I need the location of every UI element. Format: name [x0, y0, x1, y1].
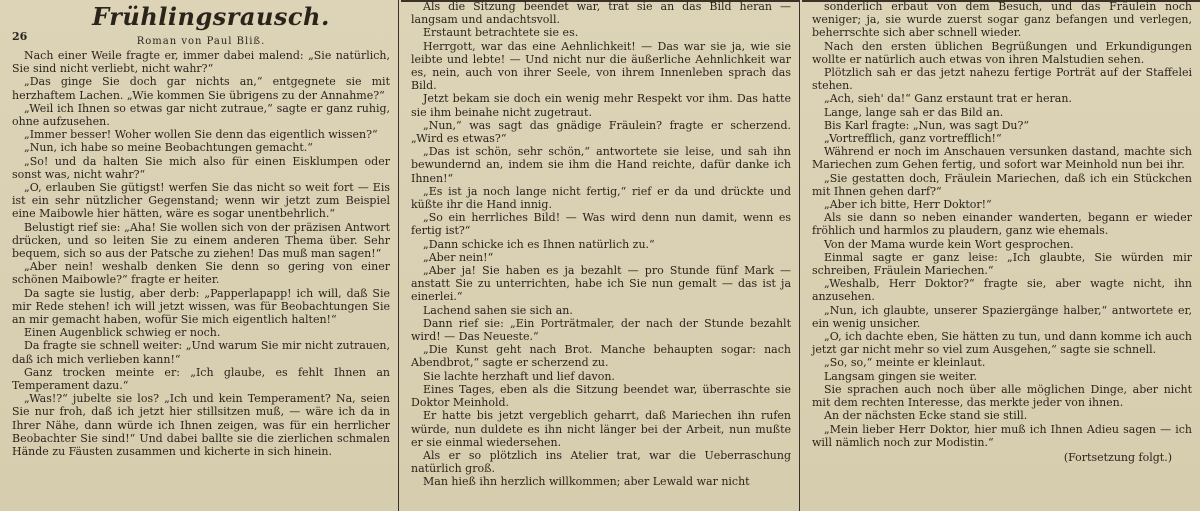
column-3-text	[812, 0, 1192, 449]
continuation-note: (Fortsetzung folgt.)	[1063, 450, 1172, 464]
paragraph: Dann rief sie: „Ein Porträtmaler, der nach der Stunde bezahlt wird! — Das Neueste.“	[411, 316, 791, 344]
column-2	[401, 0, 797, 511]
paragraph: Sie lachte herzhaft und lief davon.	[423, 369, 615, 383]
paragraph: „Sie gestatten doch, Fräulein Mariechen, daß ich ein Stückchen mit Ihnen gehen darf?“	[812, 171, 1192, 198]
paragraph: Herrgott, war das eine Aehnlichkeit! — Das war sie ja, wie sie leibte und lebte! — Und nicht nur die äußerliche Aehnlichkeit war es, nein, auch von ihrer Seele, von ihrem Innenleben sprach das Bild.	[411, 39, 791, 93]
paragraph: Bis Karl fragte: „Nun, was sagt Du?“	[824, 118, 1030, 132]
paragraph: Nach den ersten üblichen Begrüßungen und Erkundigungen wollte er natürlich auch etwas von ihren Malstudien sehen.	[812, 39, 1192, 66]
paragraph: „Was!?“ jubelte sie los? „Ich und kein Temperament? Na, seien Sie nur froh, daß ich jetzt hier stillsitzen muß, — wäre ich da in Ihrer Nähe, dann würde ich Ihnen zeigen, was für ein herrlicher Beobachter Sie sind!“ Und dabei ballte sie die zierlichen schmalen Hände zu Fäusten zusammen und kicherte in sich hinein.	[12, 392, 390, 459]
paragraph: Als er so plötzlich ins Atelier trat, war die Ueberraschung natürlich groß.	[411, 448, 791, 476]
paragraph: Nach einer Weile fragte er, immer dabei malend: „Sie natürlich, Sie sind nicht verliebt, nicht wahr?“	[12, 49, 390, 76]
paragraph: „Aber ich bitte, Herr Doktor!“	[824, 198, 992, 212]
paragraph: Von der Mama wurde kein Wort gesprochen.	[824, 237, 1074, 251]
paragraph: „Ach, sieh' da!“ Ganz erstaunt trat er heran.	[824, 92, 1072, 106]
paragraph: „So, so,“ meinte er kleinlaut.	[824, 356, 986, 370]
paragraph: Da fragte sie schnell weiter: „Und warum Sie mir nicht zutrauen, daß ich mich verlieben kann!“	[12, 339, 390, 366]
paragraph: „Aber nein!“	[423, 250, 494, 264]
paragraph: „Nun,“ was sagt das gnädige Fräulein? fragte er scherzend. „Wird es etwas?“	[411, 118, 791, 146]
column-1	[0, 0, 396, 511]
paragraph: Jetzt bekam sie doch ein wenig mehr Respekt vor ihm. Das hatte sie ihm beinahe nicht zugetraut.	[411, 92, 791, 119]
page-number: 26	[12, 30, 28, 43]
paragraph: Er hatte bis jetzt vergeblich geharrt, daß Mariechen ihn rufen würde, nun duldete es ihn nicht länger bei der Arbeit, nun mußte er sie einmal wiedersehen.	[411, 409, 791, 449]
paragraph: „Immer besser! Woher wollen Sie denn das eigentlich wissen?“	[24, 128, 378, 142]
paragraph: „Weshalb, Herr Doktor?“ fragte sie, aber wagte nicht, ihn anzusehen.	[812, 277, 1192, 304]
paragraph: Ganz trocken meinte er: „Ich glaube, es fehlt Ihnen an Temperament dazu.“	[12, 365, 390, 393]
paragraph: „Aber nein! weshalb denken Sie denn so gering von einer schönen Maibowle?“ fragte er heiter.	[12, 260, 390, 287]
paragraph: An der nächsten Ecke stand sie still.	[824, 409, 1028, 423]
paragraph: „Aber ja! Sie haben es ja bezahlt — pro Stunde fünf Mark — anstatt Sie zu unterrichten, habe ich Sie nun gemalt — das ist ja einerlei.“	[411, 264, 791, 304]
paragraph: „Nun, ich habe so meine Beobachtungen gemacht.“	[24, 141, 313, 155]
paragraph: Sie sprachen auch noch über alle möglichen Dinge, aber nicht mit dem rechten Interesse, das merkte jeder von ihnen.	[812, 382, 1192, 410]
paragraph: Erstaunt betrachtete sie es.	[423, 26, 579, 40]
paragraph: Man hieß ihn herzlich willkommen; aber Lewald war nicht	[423, 475, 750, 489]
paragraph: „Dann schicke ich es Ihnen natürlich zu.“	[423, 237, 655, 251]
paragraph: Langsam gingen sie weiter.	[824, 369, 977, 383]
paragraph: „O, erlauben Sie gütigst! werfen Sie das nicht so weit fort — Eis ist ein sehr nützlicher Gegenstand; wenn wir jetzt zum Beispiel eine Maibowle hier hätten, wäre es sogar unentbehrlich.“	[12, 181, 390, 221]
paragraph: „So! und da halten Sie mich also für einen Eisklumpen oder sonst was, nicht wahr?“	[12, 154, 390, 181]
column-2-text	[411, 0, 791, 489]
column-1-text	[12, 49, 390, 458]
paragraph: „Das ginge Sie doch gar nichts an,“ entgegnete sie mit herzhaftem Lachen. „Wie kommen Sie übrigens zu der Annahme?“	[12, 75, 390, 102]
paragraph: Belustigt rief sie: „Aha! Sie wollen sich von der präzisen Antwort drücken, und so leiten Sie zu einem anderen Thema über. Sehr bequem, sich so aus der Patsche zu ziehen! Das muß man sagen!“	[12, 220, 390, 261]
article-byline: Roman von Paul Bliß.	[136, 36, 266, 47]
column-3	[802, 0, 1200, 511]
paragraph: Plötzlich sah er das jetzt nahezu fertige Porträt auf der Staffelei stehen.	[812, 66, 1192, 93]
paragraph: Während er noch im Anschauen versunken dastand, machte sich Mariechen zum Gehen fertig, und sofort war Meinhold nun bei ihr.	[812, 145, 1192, 172]
paragraph: Einmal sagte er ganz leise: „Ich glaubte, Sie würden mir schreiben, Fräulein Mariechen.“	[812, 250, 1192, 278]
article-title: Frühlingsrausch.	[92, 2, 330, 31]
column-divider	[799, 0, 800, 511]
paragraph: Lange, lange sah er das Bild an.	[824, 105, 1004, 119]
paragraph: „Mein lieber Herr Doktor, hier muß ich Ihnen Adieu sagen — ich will nämlich noch zur Modistin.“	[812, 422, 1192, 449]
column-divider	[398, 0, 399, 511]
paragraph: Lachend sahen sie sich an.	[423, 303, 573, 317]
paragraph: „Es ist ja noch lange nicht fertig,“ rief er da und drückte und küßte ihr die Hand innig.	[411, 184, 791, 212]
paragraph: „Nun, ich glaubte, unserer Spaziergänge halber,“ antwortete er, ein wenig unsicher.	[812, 303, 1192, 330]
paragraph: Als die Sitzung beendet war, trat sie an das Bild heran — langsam und andachtsvoll.	[411, 0, 791, 27]
paragraph: „So ein herrliches Bild! — Was wird denn nun damit, wenn es fertig ist?“	[411, 211, 791, 238]
paragraph: „O, ich dachte eben, Sie hätten zu tun, und dann komme ich auch jetzt gar nicht mehr so viel zum Ausgehen,“ sagte sie schnell.	[812, 330, 1192, 357]
paragraph: „Vortrefflich, ganz vortrefflich!“	[824, 132, 1002, 146]
paragraph: sonderlich erbaut von dem Besuch, und das Fräulein noch weniger; ja, sie wurde zuerst sogar ganz befangen und verlegen, beherrschte sich aber schnell wieder.	[812, 0, 1192, 40]
paragraph: „Das ist schön, sehr schön,“ antwortete sie leise, und sah ihn bewundernd an, indem sie ihm die Hand reichte, dafür danke ich Ihnen!“	[411, 145, 791, 185]
paragraph: Als sie dann so neben einander wanderten, begann er wieder fröhlich und harmlos zu plaudern, ganz wie ehemals.	[812, 211, 1192, 238]
paragraph: Einen Augenblick schwieg er noch.	[24, 326, 221, 340]
paragraph: „Weil ich Ihnen so etwas gar nicht zutraue,“ sagte er ganz ruhig, ohne aufzusehen.	[12, 101, 390, 129]
paragraph: Da sagte sie lustig, aber derb: „Papperlapapp! ich will, daß Sie mir Rede stehen! ich will jetzt wissen, was für Beobachtungen Sie an mir gemacht haben, wofür Sie mich eigentlich halten!“	[12, 286, 390, 327]
paragraph: Eines Tages, eben als die Sitzung beendet war, überraschte sie Doktor Meinhold.	[411, 382, 791, 410]
paragraph: „Die Kunst geht nach Brot. Manche behaupten sogar: nach Abendbrot,“ sagte er scherzend zu.	[411, 343, 791, 370]
